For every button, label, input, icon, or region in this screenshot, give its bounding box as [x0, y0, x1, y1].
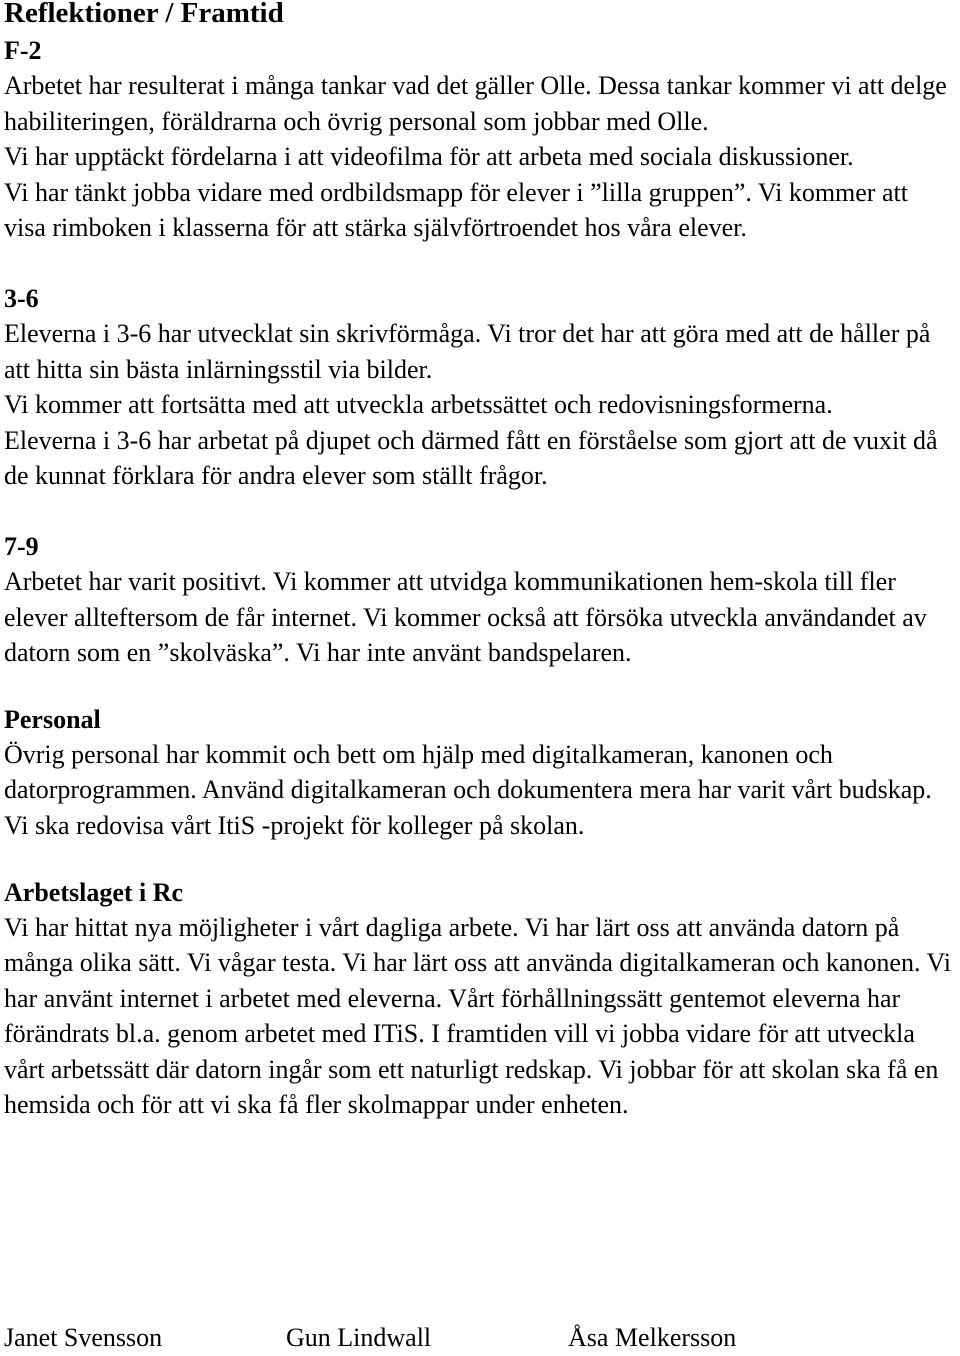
- signature-name: Gun Lindwall: [286, 1323, 432, 1352]
- section-heading: Arbetslaget i Rc: [4, 877, 184, 907]
- signature-name: Åsa Melkersson: [568, 1323, 737, 1352]
- paragraph: Vi har hittat nya möjligheter i vårt dagliga arbete. Vi har lärt oss att använda datorn på många olika sätt. Vi vågar testa. Vi har lärt oss att använda digitalkameran och kanonen. Vi har använt internet i arbetet med eleverna. Vårt förhållningssätt gentemot eleverna har förändrats bl.a. genom arbetet med ITiS. I framtiden vill vi jobba vidare för att utveckla vårt arbetssätt där datorn ingår som ett naturligt redskap. Vi jobbar för att skolan ska få en hemsida och för att vi ska få fler skolmappar under enheten.: [4, 912, 951, 1120]
- signature-name: Janet Svensson: [4, 1323, 163, 1352]
- paragraph: Övrig personal har kommit och bett om hjälp med digitalkameran, kanonen och datorprogrammen. Använd digitalkameran och dokumentera mera har varit vårt budskap. Vi ska redovisa vårt ItiS -projekt för kolleger på skolan.: [4, 739, 932, 840]
- section-heading: Personal: [4, 704, 101, 734]
- section-f-2: [4, 34, 956, 246]
- spacer: [4, 671, 956, 703]
- section-3-6: [4, 282, 956, 494]
- paragraph: Eleverna i 3-6 har utvecklat sin skrivförmåga. Vi tror det har att göra med att de håller på att hitta sin bästa inlärningsstil via bilder.: [4, 318, 931, 384]
- paragraph: Vi har upptäckt fördelarna i att videofilma för att arbeta med sociala diskussioner.: [4, 142, 854, 172]
- spacer: [4, 844, 956, 876]
- paragraph: Vi kommer att fortsätta med att utveckla arbetssättet och redovisningsformerna.: [4, 390, 833, 420]
- paragraph: Arbetet har resulterat i många tankar vad det gäller Olle. Dessa tankar kommer vi att delge habiliteringen, föräldrarna och övrig personal som jobbar med Olle.: [4, 71, 947, 136]
- spacer: [4, 246, 956, 282]
- section-heading: F-2: [4, 36, 42, 65]
- paragraph: Vi har tänkt jobba vidare med ordbildsmapp för elever i ”lilla gruppen”. Vi kommer att visa rimboken i klasserna för att stärka självförtroendet hos våra elever.: [4, 177, 908, 243]
- section-7-9: [4, 530, 956, 671]
- paragraph: Eleverna i 3-6 har arbetat på djupet och därmed fått en förståelse som gjort att de vuxit då de kunnat förklara för andra elever som ställt frågor.: [4, 425, 938, 491]
- paragraph: Arbetet har varit positivt. Vi kommer att utvidga kommunikationen hem-skola till fler elever allteftersom de får internet. Vi kommer också att försöka utveckla användandet av datorn som en ”skolväska”. Vi har inte använt bandspelaren.: [4, 566, 927, 668]
- document-page: [4, 0, 956, 1123]
- section-personal: [4, 703, 956, 844]
- section-heading: 3-6: [4, 283, 39, 313]
- section-arbetslaget: [4, 876, 956, 1124]
- document-title: Reflektioner / Framtid: [4, 0, 284, 29]
- section-heading: 7-9: [4, 531, 39, 561]
- spacer: [4, 494, 956, 530]
